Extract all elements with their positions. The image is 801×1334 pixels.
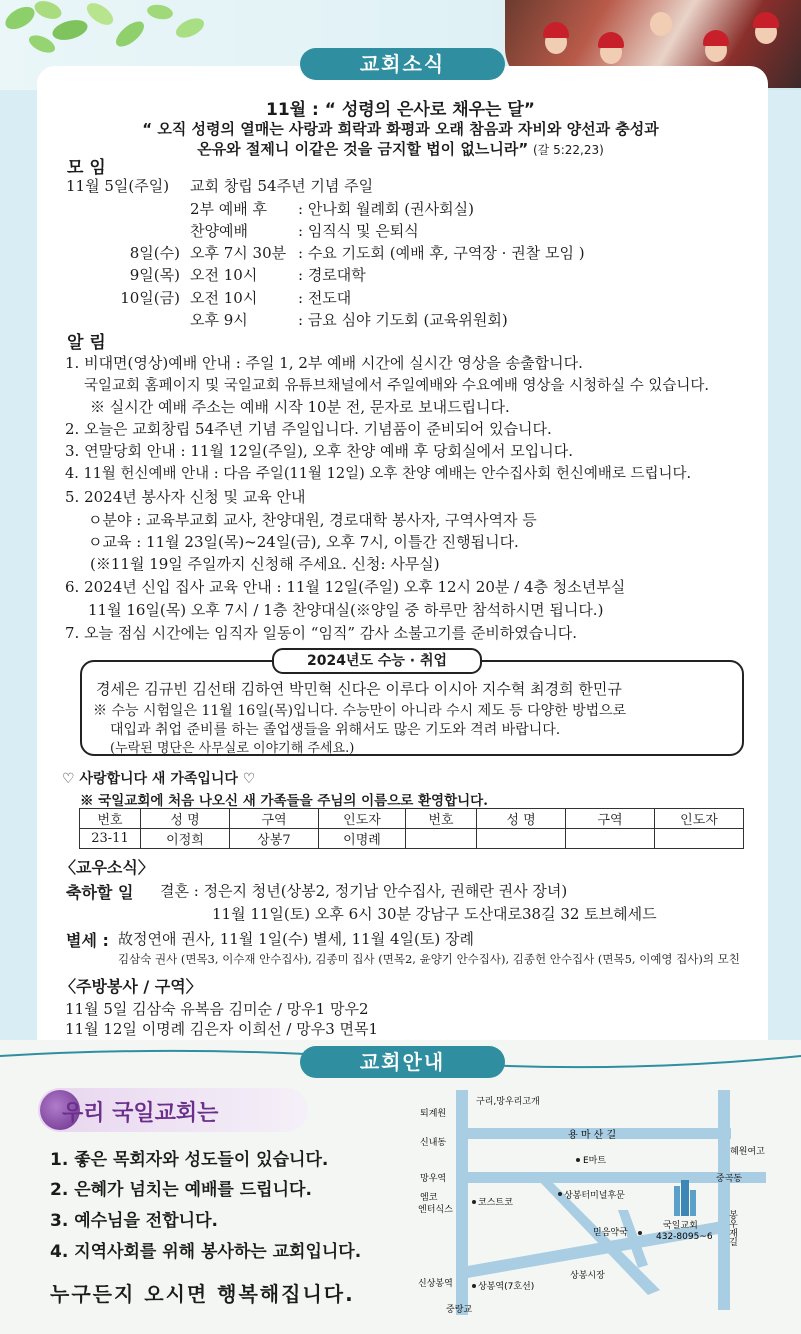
verse-reference: (갈 5:22,23) bbox=[532, 143, 604, 157]
meeting-time: 오후 9시 bbox=[190, 311, 248, 329]
new-family-subtitle: ※ 국일교회에 처음 나오신 새 가족들을 주님의 이름으로 환영합니다. bbox=[80, 793, 488, 809]
leaves-decoration bbox=[0, 0, 240, 70]
map-label: 엔터식스 bbox=[418, 1205, 453, 1215]
notice-line: 5. 2024년 봉사자 신청 및 교육 안내 bbox=[65, 488, 306, 506]
meetings-heading: 모 임 bbox=[67, 158, 106, 178]
church-item: 4. 지역사회를 위해 봉사하는 교회입니다. bbox=[50, 1242, 362, 1262]
map-label: 상봉터미널후문 bbox=[564, 1191, 625, 1201]
map-label: 상봉역(7호선) bbox=[478, 1282, 535, 1292]
notice-line: 6. 2024년 신입 집사 교육 안내 : 11월 12일(주일) 오후 12시 20분 / 4층 청소년부실 bbox=[65, 578, 626, 596]
table-cell: 이명례 bbox=[319, 829, 406, 849]
church-building-icon bbox=[674, 1180, 696, 1216]
church-item: 1. 좋은 목회자와 성도들이 있습니다. bbox=[50, 1150, 329, 1170]
kitchen-heading: 〈주방봉사 / 구역〉 bbox=[60, 977, 202, 996]
exam-box-title: 2024년도 수능 · 취업 bbox=[272, 648, 482, 674]
exam-note: (누락된 명단은 사무실로 이야기해 주세요.) bbox=[110, 741, 355, 756]
table-header: 번호 bbox=[406, 809, 477, 829]
map-label: 코스트코 bbox=[478, 1198, 513, 1208]
map-label: 엠코 bbox=[420, 1193, 438, 1203]
notice-line: 11월 16일(목) 오후 7시 / 1층 찬양대실(※양일 중 하루만 참석하시면 됩니다.) bbox=[88, 601, 604, 619]
meeting-time: 오전 10시 bbox=[190, 289, 258, 307]
table-header: 구역 bbox=[566, 809, 655, 829]
table-cell bbox=[477, 829, 566, 849]
location-map bbox=[418, 1090, 773, 1315]
notices-heading: 알 림 bbox=[67, 333, 106, 353]
meeting-desc: : 수요 기도회 (예배 후, 구역장 · 권찰 모임 ) bbox=[298, 244, 585, 262]
table-header: 인도자 bbox=[655, 809, 744, 829]
notice-line: 국일교회 홈페이지 및 국일교회 유튜브채널에서 주일예배와 수요예배 영상을 시청하실 수 있습니다. bbox=[84, 378, 709, 394]
map-label: 신내동 bbox=[420, 1138, 447, 1148]
table-header: 성 명 bbox=[477, 809, 566, 829]
exam-note: ※ 수능 시험일은 11월 16일(목)입니다. 수능만이 아니라 수시 제도 등 다양한 방법으로 bbox=[93, 703, 627, 719]
table-header-row bbox=[80, 809, 744, 829]
table-cell bbox=[566, 829, 655, 849]
table-header: 구역 bbox=[230, 809, 319, 829]
congrats-line: 결혼 : 정은지 청년(상봉2, 정기남 안수집사, 권해란 권사 장녀) bbox=[160, 882, 568, 900]
meeting-desc: : 전도대 bbox=[298, 289, 352, 307]
table-cell bbox=[406, 829, 477, 849]
table-cell bbox=[655, 829, 744, 849]
notice-line: 4. 11월 헌신예배 안내 : 다음 주일(11월 12일) 오후 찬양 예배는 안수집사회 헌신예배로 드립니다. bbox=[65, 466, 692, 482]
notice-line: 7. 오늘 점심 시간에는 임직자 일동이 “임직” 감사 소불고기를 준비하였습니다. bbox=[65, 624, 578, 642]
news-banner: 교회소식 bbox=[300, 48, 505, 80]
meeting-date: 8일(수) bbox=[129, 244, 180, 262]
map-label: 봉우재길 bbox=[727, 1210, 737, 1246]
map-label: 상봉시장 bbox=[570, 1271, 605, 1281]
notice-line: 1. 비대면(영상)예배 안내 : 주일 1, 2부 예배 시간에 실시간 영상을 송출합니다. bbox=[65, 354, 583, 372]
new-family-heading: ♡ 사랑합니다 새 가족입니다 ♡ bbox=[62, 771, 256, 787]
theme-title: 11월 : “ 성령의 은사로 채우는 달” bbox=[266, 100, 535, 120]
table-header: 인도자 bbox=[319, 809, 406, 829]
notice-line: ㅇ분야 : 교육부교회 교사, 찬양대원, 경로대학 봉사자, 구역사역자 등 bbox=[88, 511, 537, 529]
church-item: 2. 은혜가 넘치는 예배를 드립니다. bbox=[50, 1180, 312, 1200]
death-line: 김삼숙 권사 (면목3, 이수재 안수집사), 김종미 집사 (면목2, 윤양기 안수집사), 김종헌 안수집사 (면목5, 이예영 집사)의 모친 bbox=[118, 952, 740, 966]
welcome-slogan: 누구든지 오시면 행복해집니다. bbox=[50, 1282, 355, 1306]
notice-line: 3. 연말당회 안내 : 11월 12일(주일), 오후 찬양 예배 후 당회실에서 모입니다. bbox=[65, 442, 573, 460]
verse-line-2: 온유와 절제니 이같은 것을 금지할 법이 없느니라” bbox=[197, 140, 529, 158]
verse-line-2-wrap bbox=[0, 138, 801, 159]
table-cell: 상봉7 bbox=[230, 829, 319, 849]
church-title: 우리 국일교회는 bbox=[62, 1101, 219, 1126]
members-heading: 〈교우소식〉 bbox=[60, 858, 154, 877]
table-row bbox=[80, 829, 744, 849]
meeting-time: 2부 예배 후 bbox=[190, 200, 268, 218]
meeting-time: 교회 창립 54주년 기념 주일 bbox=[190, 177, 374, 195]
table-cell: 23-11 bbox=[80, 829, 141, 849]
kitchen-line: 11월 12일 이명례 김은자 이희선 / 망우3 면목1 bbox=[65, 1020, 379, 1038]
map-label: 신상봉역 bbox=[418, 1279, 453, 1289]
meeting-desc: : 안나회 월례회 (권사회실) bbox=[298, 200, 474, 218]
new-family-table bbox=[79, 808, 744, 849]
map-label: 중랑교 bbox=[446, 1305, 473, 1315]
map-label: 432-8095~6 bbox=[656, 1232, 713, 1242]
table-cell: 이정희 bbox=[141, 829, 230, 849]
meeting-desc: : 임직식 및 은퇴식 bbox=[298, 222, 419, 240]
meeting-time: 오후 7시 30분 bbox=[190, 244, 287, 262]
death-line: 故정연애 권사, 11월 1일(수) 별세, 11월 4일(토) 장례 bbox=[118, 930, 474, 948]
kitchen-line: 11월 5일 김삼숙 유복음 김미순 / 망우1 망우2 bbox=[65, 1000, 369, 1018]
meeting-time: 찬양예배 bbox=[190, 222, 248, 240]
exam-names: 경세은 김규빈 김선태 김하연 박민혁 신다은 이루다 이시아 지수혁 최경희 한민규 bbox=[96, 680, 622, 698]
meeting-desc: : 경로대학 bbox=[298, 266, 366, 284]
congrats-line: 11월 11일(토) 오후 6시 30분 강남구 도산대로38길 32 토브헤세드 bbox=[212, 905, 657, 923]
notice-line: ※ 실시간 예배 주소는 예배 시작 10분 전, 문자로 보내드립니다. bbox=[90, 398, 510, 416]
map-label: 국일교회 bbox=[663, 1221, 698, 1231]
death-label: 별세 : bbox=[66, 931, 109, 950]
notice-line: 2. 오늘은 교회창립 54주년 기념 주일입니다. 기념품이 준비되어 있습니다. bbox=[65, 420, 552, 438]
table-header: 성 명 bbox=[141, 809, 230, 829]
map-label: E마트 bbox=[583, 1156, 607, 1166]
meeting-date: 9일(목) bbox=[129, 266, 180, 284]
notice-line: (※11월 19일 주일까지 신청해 주세요. 신청: 사무실) bbox=[90, 555, 440, 573]
church-item: 3. 예수님을 전합니다. bbox=[50, 1211, 218, 1231]
congrats-label: 축하할 일 bbox=[66, 883, 134, 902]
exam-note: 대입과 취업 준비를 하는 졸업생들을 위해서도 많은 기도와 격려 바랍니다. bbox=[110, 722, 561, 738]
verse-line-1: “ 오직 성령의 열매는 사랑과 희락과 화평과 오래 참음과 자비와 양선과 충성과 bbox=[142, 120, 659, 138]
map-label: 믿음약국 bbox=[593, 1228, 628, 1238]
map-label: 망우역 bbox=[420, 1174, 447, 1184]
info-banner: 교회안내 bbox=[300, 1046, 505, 1078]
meeting-date: 10일(금) bbox=[120, 289, 180, 307]
notice-line: ㅇ교육 : 11월 23일(목)~24일(금), 오후 7시, 이틀간 진행됩니다. bbox=[88, 533, 519, 551]
map-label: 혜원여고 bbox=[730, 1147, 765, 1157]
map-label: 퇴계원 bbox=[420, 1109, 447, 1119]
meeting-time: 오전 10시 bbox=[190, 266, 258, 284]
map-label: 구리,망우리고개 bbox=[476, 1097, 540, 1107]
meeting-date: 11월 5일(주일) bbox=[66, 177, 170, 195]
map-label: 용 마 산 길 bbox=[568, 1130, 617, 1141]
table-header: 번호 bbox=[80, 809, 141, 829]
meeting-desc: : 금요 심야 기도회 (교육위원회) bbox=[298, 311, 508, 329]
map-label: 중곡동 bbox=[716, 1174, 743, 1184]
